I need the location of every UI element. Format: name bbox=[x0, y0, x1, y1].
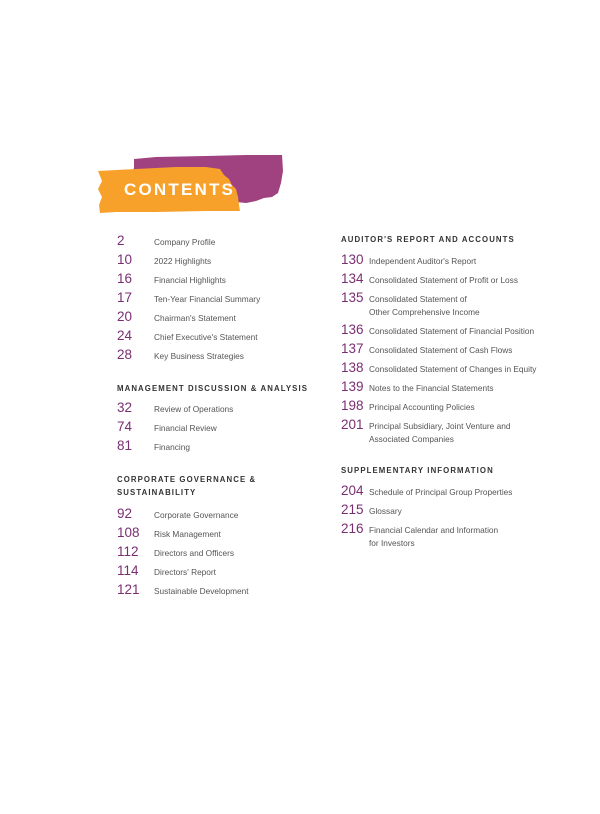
page-number: 16 bbox=[117, 271, 133, 286]
toc-entry[interactable] bbox=[117, 564, 216, 579]
page-number: 32 bbox=[117, 400, 133, 415]
toc-entry[interactable] bbox=[341, 418, 510, 446]
entry-label: Company Profile bbox=[154, 237, 216, 247]
entry-label: Sustainable Development bbox=[154, 586, 249, 596]
page-number: 81 bbox=[117, 438, 133, 453]
entry-label-line1: Principal Subsidiary, Joint Venture and bbox=[369, 421, 511, 431]
entry-label-line1: Consolidated Statement of bbox=[369, 294, 467, 304]
entry-label: Risk Management bbox=[154, 529, 221, 539]
entry-label: Ten-Year Financial Summary bbox=[154, 294, 261, 304]
toc-entry[interactable] bbox=[117, 348, 244, 363]
page-number: 135 bbox=[341, 290, 364, 305]
entry-label: Independent Auditor's Report bbox=[369, 256, 477, 266]
toc-entry[interactable] bbox=[117, 583, 249, 598]
entry-label: Review of Operations bbox=[154, 404, 234, 414]
page-number: 17 bbox=[117, 290, 133, 305]
toc-entry[interactable] bbox=[341, 272, 518, 287]
entry-label: 2022 Highlights bbox=[154, 256, 212, 266]
entry-label bbox=[369, 418, 510, 446]
toc-entry[interactable] bbox=[341, 361, 536, 376]
page-number: 74 bbox=[117, 419, 133, 434]
page-number: 138 bbox=[341, 360, 364, 375]
toc-entry[interactable] bbox=[341, 342, 512, 357]
toc-entry[interactable] bbox=[117, 420, 217, 435]
page-number: 201 bbox=[341, 417, 364, 432]
entry-label: Chief Executive's Statement bbox=[154, 332, 258, 342]
entry-label bbox=[369, 522, 498, 550]
page-number: 114 bbox=[117, 563, 139, 578]
page-number: 198 bbox=[341, 398, 364, 413]
page-number: 215 bbox=[341, 502, 364, 517]
toc-entry[interactable] bbox=[117, 439, 190, 454]
entry-label: Consolidated Statement of Profit or Loss bbox=[369, 275, 518, 285]
page-number: 10 bbox=[117, 252, 133, 267]
entry-label: Corporate Governance bbox=[154, 510, 239, 520]
section-heading-governance: CORPORATE GOVERNANCE & bbox=[117, 475, 257, 484]
entry-label: Consolidated Statement of Cash Flows bbox=[369, 345, 513, 355]
toc-entry[interactable] bbox=[341, 399, 475, 414]
page-number: 24 bbox=[117, 328, 133, 343]
entry-label: Schedule of Principal Group Properties bbox=[369, 487, 513, 497]
toc-entry[interactable] bbox=[117, 272, 226, 287]
toc-entry[interactable] bbox=[117, 329, 258, 344]
page-number: 136 bbox=[341, 322, 364, 337]
entry-label: Financing bbox=[154, 442, 190, 452]
toc-entry[interactable] bbox=[117, 310, 236, 325]
page-number: 137 bbox=[341, 341, 364, 356]
entry-label bbox=[369, 291, 480, 319]
toc-entry[interactable] bbox=[341, 522, 498, 550]
toc-entry[interactable] bbox=[341, 253, 476, 268]
toc-entry[interactable] bbox=[117, 526, 221, 541]
toc-entry[interactable] bbox=[341, 323, 534, 338]
page-number: 121 bbox=[117, 582, 140, 597]
entry-label: Notes to the Financial Statements bbox=[369, 383, 494, 393]
page-number: 20 bbox=[117, 309, 133, 324]
contents-banner bbox=[96, 153, 286, 215]
toc-entry[interactable] bbox=[117, 253, 211, 268]
section-heading-supplementary: SUPPLEMENTARY INFORMATION bbox=[341, 466, 494, 475]
entry-label: Key Business Strategies bbox=[154, 351, 244, 361]
toc-entry[interactable] bbox=[117, 234, 215, 249]
contents-title: CONTENTS bbox=[124, 180, 236, 199]
entry-label: Glossary bbox=[369, 506, 402, 516]
page-number: 130 bbox=[341, 252, 364, 267]
section-heading-auditor: AUDITOR'S REPORT AND ACCOUNTS bbox=[341, 235, 515, 244]
page-number: 139 bbox=[341, 379, 364, 394]
page-number: 134 bbox=[341, 271, 364, 286]
entry-label-line2: Other Comprehensive Income bbox=[369, 307, 480, 317]
page-number: 216 bbox=[341, 521, 364, 536]
page-number: 204 bbox=[341, 483, 364, 498]
entry-label: Financial Highlights bbox=[154, 275, 226, 285]
entry-label-line1: Financial Calendar and Information bbox=[369, 525, 499, 535]
toc-entry[interactable] bbox=[117, 291, 260, 306]
page-number: 2 bbox=[117, 233, 125, 248]
toc-entry[interactable] bbox=[117, 507, 238, 522]
entry-label: Directors' Report bbox=[154, 567, 216, 577]
page-number: 108 bbox=[117, 525, 140, 540]
toc-entry[interactable] bbox=[341, 503, 402, 518]
entry-label: Principal Accounting Policies bbox=[369, 402, 475, 412]
entry-label: Chairman's Statement bbox=[154, 313, 236, 323]
toc-entry[interactable] bbox=[117, 401, 233, 416]
page-number: 112 bbox=[117, 544, 139, 559]
entry-label: Directors and Officers bbox=[154, 548, 235, 558]
section-heading-governance-line2: SUSTAINABILITY bbox=[117, 488, 197, 497]
entry-label: Consolidated Statement of Financial Position bbox=[369, 326, 535, 336]
toc-entry[interactable] bbox=[341, 380, 494, 395]
entry-label: Consolidated Statement of Changes in Equity bbox=[369, 364, 537, 374]
toc-entry[interactable] bbox=[117, 545, 234, 560]
entry-label-line2: for Investors bbox=[369, 538, 415, 548]
toc-entry[interactable] bbox=[341, 484, 512, 499]
page-number: 92 bbox=[117, 506, 133, 521]
page-number: 28 bbox=[117, 347, 133, 362]
section-heading-management: MANAGEMENT DISCUSSION & ANALYSIS bbox=[117, 384, 309, 393]
toc-entry[interactable] bbox=[341, 291, 480, 319]
entry-label: Financial Review bbox=[154, 423, 217, 433]
entry-label-line2: Associated Companies bbox=[369, 434, 454, 444]
